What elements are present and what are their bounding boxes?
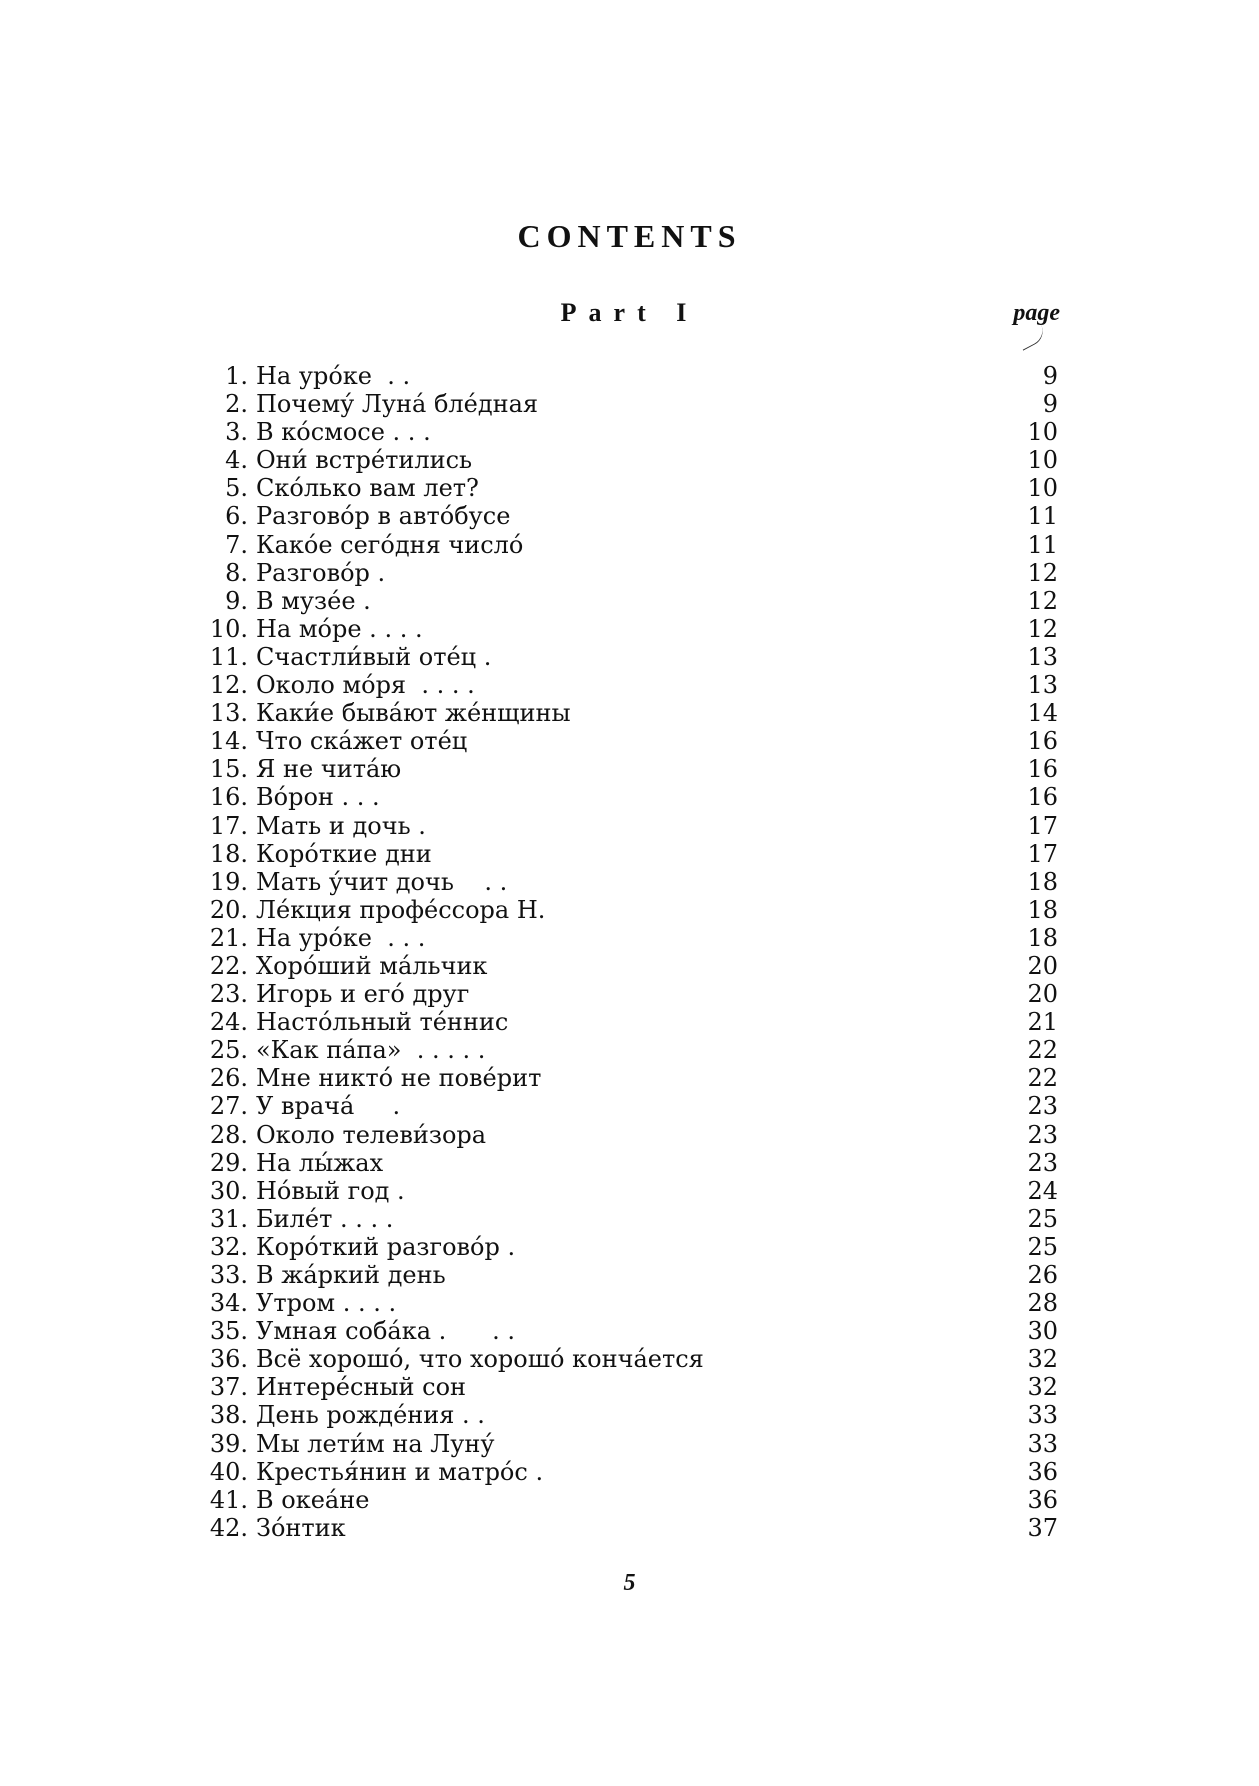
toc-entry xyxy=(196,362,1058,390)
toc-entry-title: «Как па́па» . . . . . xyxy=(256,1036,486,1065)
toc-entry-title: В музе́е . xyxy=(256,586,371,615)
toc-entry-page: 13 xyxy=(1027,671,1058,700)
toc-entry-page: 10 xyxy=(1027,474,1058,503)
toc-entry-number: 29. xyxy=(209,1148,248,1177)
toc-entry-title: Коро́ткий разгово́р . xyxy=(256,1232,516,1261)
toc-entry xyxy=(196,812,1058,840)
toc-entry-page: 36 xyxy=(1027,1485,1058,1514)
toc-entry xyxy=(196,418,1058,446)
toc-entry-title: Интере́сный сон xyxy=(256,1373,467,1402)
toc-entry-number: 22. xyxy=(209,951,248,980)
toc-entry xyxy=(196,1233,1058,1261)
toc-entry xyxy=(196,1092,1058,1120)
toc-entry xyxy=(196,531,1058,559)
toc-entry-page: 16 xyxy=(1027,783,1058,812)
toc-entry xyxy=(196,474,1058,502)
toc-entry-number: 5. xyxy=(225,474,248,503)
toc-entry-page: 12 xyxy=(1027,614,1058,643)
toc-entry xyxy=(196,1345,1058,1373)
page-title: CONTENTS xyxy=(517,218,742,254)
toc-entry xyxy=(196,390,1058,418)
toc-entry-page: 20 xyxy=(1027,951,1058,980)
toc-entry-number: 13. xyxy=(209,699,248,728)
part-heading: Part I xyxy=(560,298,699,327)
toc-entry-number: 4. xyxy=(225,446,248,475)
toc-entry xyxy=(196,1261,1058,1289)
toc-entry-title: Мать у́чит дочь . . xyxy=(256,867,508,896)
toc-entry-number: 17. xyxy=(209,811,248,840)
toc-entry-title: Каки́е быва́ют же́нщины xyxy=(256,699,571,728)
toc-entry xyxy=(196,868,1058,896)
toc-entry-page: 37 xyxy=(1027,1513,1058,1542)
toc-entry-title: Ско́лько вам лет? xyxy=(256,474,479,503)
toc-entry xyxy=(196,924,1058,952)
toc-entry-number: 23. xyxy=(209,980,248,1009)
toc-entry xyxy=(196,1205,1058,1233)
toc-entry-page: 32 xyxy=(1027,1345,1058,1374)
toc-entry xyxy=(196,1121,1058,1149)
toc-entry-page: 22 xyxy=(1027,1064,1058,1093)
toc-entry xyxy=(196,615,1058,643)
toc-entry xyxy=(196,502,1058,530)
toc-entry-number: 7. xyxy=(225,530,248,559)
toc-entry xyxy=(196,1008,1058,1036)
toc-entry-page: 24 xyxy=(1027,1176,1058,1205)
toc-entry-number: 38. xyxy=(209,1401,248,1430)
toc-entry-number: 30. xyxy=(209,1176,248,1205)
toc-entry-page: 18 xyxy=(1027,867,1058,896)
toc-entry-number: 25. xyxy=(209,1036,248,1065)
toc-entry xyxy=(196,1064,1058,1092)
toc-entry xyxy=(196,1177,1058,1205)
toc-entry-title: День рожде́ния . . xyxy=(256,1401,485,1430)
toc-entry xyxy=(196,1036,1058,1064)
toc-entry-page: 9 xyxy=(1042,362,1058,390)
toc-entry-number: 10. xyxy=(209,614,248,643)
toc-entry-page: 20 xyxy=(1027,980,1058,1009)
toc-entry-page: 23 xyxy=(1027,1092,1058,1121)
toc-entry-page: 25 xyxy=(1027,1232,1058,1261)
toc-entry-page: 32 xyxy=(1027,1373,1058,1402)
toc-entry-page: 16 xyxy=(1027,727,1058,756)
toc-entry-title: Мне никто́ не пове́рит xyxy=(256,1064,542,1093)
toc-entry-title: Разгово́р . xyxy=(256,558,386,587)
toc-entry xyxy=(196,1458,1058,1486)
toc-entry xyxy=(196,699,1058,727)
toc-entry-number: 2. xyxy=(225,390,248,419)
toc-entry-page: 28 xyxy=(1027,1289,1058,1318)
toc-entry-number: 36. xyxy=(209,1345,248,1374)
toc-entry xyxy=(196,840,1058,868)
toc-entry-title: Утром . . . . xyxy=(256,1289,397,1318)
toc-entry xyxy=(196,1401,1058,1429)
toc-entry-number: 31. xyxy=(209,1204,248,1233)
toc-entry-number: 16. xyxy=(209,783,248,812)
toc-entry-page: 25 xyxy=(1027,1204,1058,1233)
toc-entry-number: 8. xyxy=(225,558,248,587)
toc-entry-page: 12 xyxy=(1027,558,1058,587)
toc-entry-number: 11. xyxy=(209,642,248,671)
toc-entry-number: 42. xyxy=(209,1513,248,1542)
toc-entry-title: Но́вый год . xyxy=(256,1176,405,1205)
toc-entry-page: 17 xyxy=(1027,839,1058,868)
toc-entry-title: Разгово́р в авто́бусе xyxy=(256,502,511,531)
toc-entry-number: 20. xyxy=(209,895,248,924)
toc-entry-title: В ко́смосе . . . xyxy=(256,418,431,447)
toc-entry-number: 33. xyxy=(209,1261,248,1289)
toc-entry-page: 18 xyxy=(1027,923,1058,952)
toc-entry-number: 39. xyxy=(209,1429,248,1458)
toc-entry xyxy=(196,1486,1058,1514)
toc-entry-title: Мать и дочь . xyxy=(256,811,426,840)
toc-entry xyxy=(196,671,1058,699)
toc-entry-page: 11 xyxy=(1027,502,1058,531)
toc-entry-title: Крестья́нин и матро́с . xyxy=(256,1457,544,1486)
toc-entry-title: Я не чита́ю xyxy=(256,755,402,784)
toc-entry-title: В океа́не xyxy=(256,1485,370,1514)
toc-entry xyxy=(196,1149,1058,1177)
toc-entry-title: Они́ встре́тились xyxy=(256,446,473,475)
toc-entry-number: 6. xyxy=(225,502,248,531)
toc-entry-title: Почему́ Луна́ бле́дная xyxy=(256,390,539,419)
toc-entry-title: Насто́льный те́ннис xyxy=(256,1008,509,1037)
toc-entry-page: 33 xyxy=(1027,1401,1058,1430)
toc-entry-number: 18. xyxy=(209,839,248,868)
toc-entry-number: 24. xyxy=(209,1008,248,1037)
toc-entry-page: 16 xyxy=(1027,755,1058,784)
toc-entry xyxy=(196,1289,1058,1317)
toc-entry-page: 26 xyxy=(1027,1261,1058,1289)
toc-entry xyxy=(196,952,1058,980)
toc-entry xyxy=(196,1514,1058,1542)
toc-entry-number: 27. xyxy=(209,1092,248,1121)
toc-entry-number: 3. xyxy=(225,418,248,447)
toc-entry-number: 35. xyxy=(209,1317,248,1346)
toc-entry-number: 37. xyxy=(209,1373,248,1402)
handwritten-tick-mark xyxy=(1016,324,1048,350)
toc-entry-number: 32. xyxy=(209,1232,248,1261)
toc-entry-page: 9 xyxy=(1042,390,1058,419)
toc-entry xyxy=(196,1317,1058,1345)
toc-entry-number: 21. xyxy=(209,923,248,952)
toc-entry-title: Всё хорошо́, что хорошо́ конча́ется xyxy=(256,1345,704,1374)
toc-entry-title: Во́рон . . . xyxy=(256,783,380,812)
toc-entry-page: 18 xyxy=(1027,895,1058,924)
toc-entry xyxy=(196,587,1058,615)
toc-entry-number: 28. xyxy=(209,1120,248,1149)
toc-entry-page: 10 xyxy=(1027,446,1058,475)
toc-entry-title: Коро́ткие дни xyxy=(256,839,432,868)
toc-entry-page: 36 xyxy=(1027,1457,1058,1486)
toc-entry-title: На мо́ре . . . . xyxy=(256,614,423,643)
toc-list xyxy=(196,362,1058,1542)
toc-entry-number: 19. xyxy=(209,867,248,896)
toc-entry-title: На уро́ке . . xyxy=(256,362,411,390)
toc-entry-page: 30 xyxy=(1027,1317,1058,1346)
toc-entry-title: Како́е сего́дня число́ xyxy=(256,530,524,559)
toc-entry-page: 33 xyxy=(1027,1429,1058,1458)
toc-entry-number: 26. xyxy=(209,1064,248,1093)
toc-entry xyxy=(196,783,1058,811)
toc-entry xyxy=(196,559,1058,587)
toc-entry-number: 9. xyxy=(225,586,248,615)
toc-entry-title: Около телеви́зора xyxy=(256,1120,487,1149)
toc-entry-page: 13 xyxy=(1027,642,1058,671)
toc-entry xyxy=(196,446,1058,474)
toc-entry-page: 11 xyxy=(1027,530,1058,559)
toc-entry-page: 22 xyxy=(1027,1036,1058,1065)
toc-entry-number: 14. xyxy=(209,727,248,756)
toc-entry xyxy=(196,980,1058,1008)
toc-entry-page: 23 xyxy=(1027,1148,1058,1177)
toc-entry-page: 23 xyxy=(1027,1120,1058,1149)
toc-entry-page: 14 xyxy=(1027,699,1058,728)
toc-entry-number: 34. xyxy=(209,1289,248,1318)
toc-entry-page: 10 xyxy=(1027,418,1058,447)
toc-entry xyxy=(196,727,1058,755)
toc-entry-number: 1. xyxy=(225,362,248,390)
toc-entry-title: На лы́жах xyxy=(256,1148,384,1177)
toc-entry-page: 17 xyxy=(1027,811,1058,840)
toc-entry xyxy=(196,755,1058,783)
toc-entry-title: Умная соба́ка . . . xyxy=(256,1317,515,1346)
toc-entry-number: 40. xyxy=(209,1457,248,1486)
toc-entry xyxy=(196,643,1058,671)
toc-entry-title: Что ска́жет оте́ц xyxy=(256,727,468,756)
toc-entry-title: Игорь и его́ друг xyxy=(256,980,470,1009)
toc-entry-title: В жа́ркий день xyxy=(256,1261,446,1289)
toc-entry xyxy=(196,896,1058,924)
toc-entry-number: 12. xyxy=(209,671,248,700)
toc-entry-title: На уро́ке . . . xyxy=(256,923,426,952)
toc-entry-title: Мы лети́м на Луну́ xyxy=(256,1429,495,1458)
toc-entry-page: 12 xyxy=(1027,586,1058,615)
page-number: 5 xyxy=(623,1570,636,1596)
toc-entry-title: Хоро́ший ма́льчик xyxy=(256,951,488,980)
toc-entry-title: Ле́кция профе́ссора Н. xyxy=(256,895,546,924)
toc-entry xyxy=(196,1373,1058,1401)
toc-entry-title: Зо́нтик xyxy=(256,1513,346,1542)
toc-entry-number: 15. xyxy=(209,755,248,784)
toc-entry xyxy=(196,1430,1058,1458)
toc-entry-page: 21 xyxy=(1027,1008,1058,1037)
page-column-label: page xyxy=(1013,300,1060,326)
toc-entry-title: Около мо́ря . . . . xyxy=(256,671,475,700)
toc-entry-title: Биле́т . . . . xyxy=(256,1204,394,1233)
toc-entry-title: У врача́ . xyxy=(256,1092,401,1121)
toc-entry-title: Счастли́вый оте́ц . xyxy=(256,642,492,671)
toc-entry-number: 41. xyxy=(209,1485,248,1514)
